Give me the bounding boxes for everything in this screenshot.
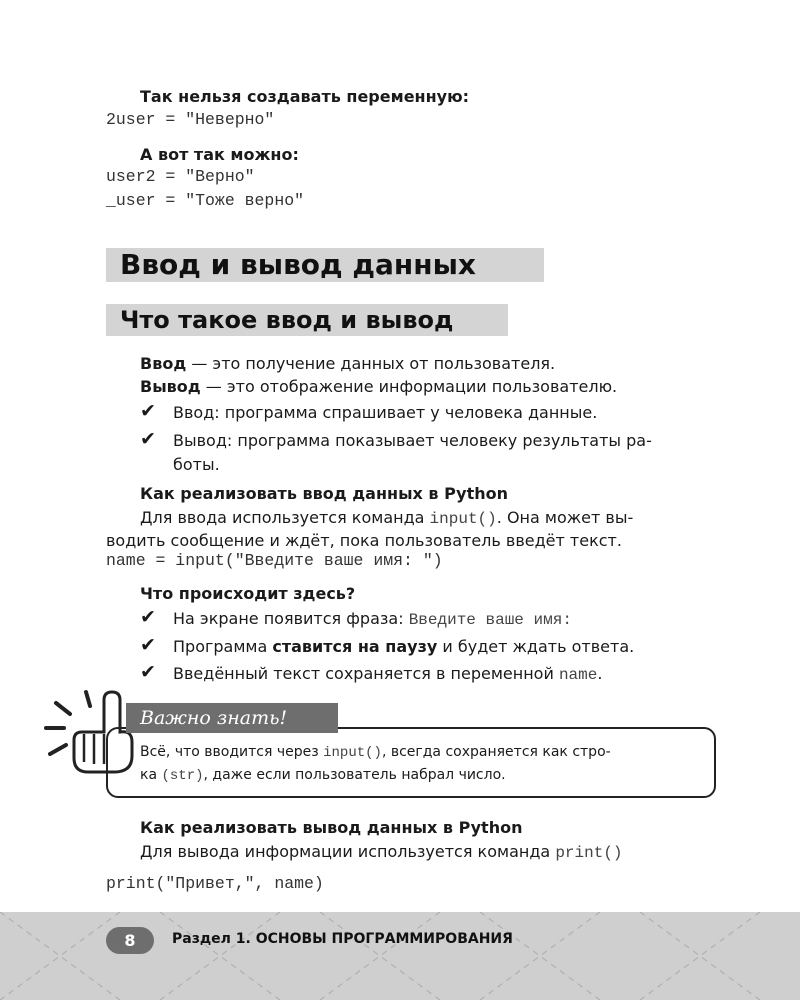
checkmark-icon: ✔ [140,606,156,628]
sub-heading: Что такое ввод и вывод [106,304,508,336]
bullet-output-line2: боты. [173,455,220,474]
output-inline-code: print() [555,844,623,862]
important-line-2 [140,764,710,787]
output-text: Для вывода информации используется команда [140,842,551,861]
important-line1-a: Всё, что вводится через [140,744,319,760]
item3-end: . [597,664,603,683]
what-happens-item-2 [173,635,634,659]
forbidden-label: Так нельзя создавать переменную: [140,87,470,106]
definition-input [140,352,555,376]
input-text-a: Для ввода используется команда [140,508,425,527]
page-number: 8 [106,927,154,954]
checkmark-icon: ✔ [140,428,156,450]
input-definition: — это получение данных от пользователя. [186,354,556,373]
input-example-code: name = input("Введите ваше имя: ") [106,551,443,570]
output-section-text [140,840,623,865]
important-line1-code: input() [323,745,382,761]
checkmark-icon: ✔ [140,634,156,656]
important-note-tag: Важно знать! [126,703,338,733]
important-line1-b: , всегда сохраняется как стро- [381,744,611,760]
important-line2-code: (str) [161,768,204,784]
output-example-code: print("Привет,", name) [106,874,324,893]
allowed-label: А вот так можно: [140,145,299,164]
important-line-1 [140,741,710,764]
item3-text: Введённый текст сохраняется в переменной [173,664,554,683]
footer-pattern [0,912,800,1000]
allowed-code-1: user2 = "Верно" [106,167,255,186]
bullet-output [173,429,723,477]
what-happens-item-3 [173,662,602,687]
important-note-text [140,741,710,787]
output-term: Вывод [140,377,201,396]
input-inline-code: input() [429,510,497,528]
main-heading: Ввод и вывод данных [106,248,544,282]
section-label: Раздел 1. ОСНОВЫ ПРОГРАММИРОВАНИЯ [172,931,513,947]
input-text-b: . Она может вы- [496,508,634,527]
output-definition: — это отображение информации пользователю. [200,377,618,396]
bullet-output-line1: Вывод: программа показывает человеку результаты ра- [173,431,652,450]
important-line2-a: ка [140,767,158,783]
definition-output [140,375,617,399]
bullet-input: Ввод: программа спрашивает у человека данные. [173,403,598,422]
checkmark-icon: ✔ [140,661,156,683]
output-section-title: Как реализовать вывод данных в Python [140,818,523,837]
item2-text-b: и будет ждать ответа. [437,637,635,656]
item3-code: name [558,666,598,684]
item2-bold: ставится на паузу [272,637,438,656]
what-happens-title: Что происходит здесь? [140,584,356,603]
item1-code: Введите ваше имя: [408,611,572,629]
what-happens-item-1 [173,607,572,632]
item1-text: На экране появится фраза: [173,609,404,628]
footer-band [0,912,800,1000]
allowed-code-2: _user = "Тоже верно" [106,191,305,210]
item2-text-a: Программа [173,637,273,656]
forbidden-code: 2user = "Неверно" [106,110,275,129]
input-section-text [140,506,720,531]
input-section-title: Как реализовать ввод данных в Python [140,484,508,503]
input-section-text-2: водить сообщение и ждёт, пока пользователь введёт текст. [106,531,622,550]
input-term: Ввод [140,354,187,373]
important-line2-b: , даже если пользователь набрал число. [203,767,506,783]
checkmark-icon: ✔ [140,400,156,422]
